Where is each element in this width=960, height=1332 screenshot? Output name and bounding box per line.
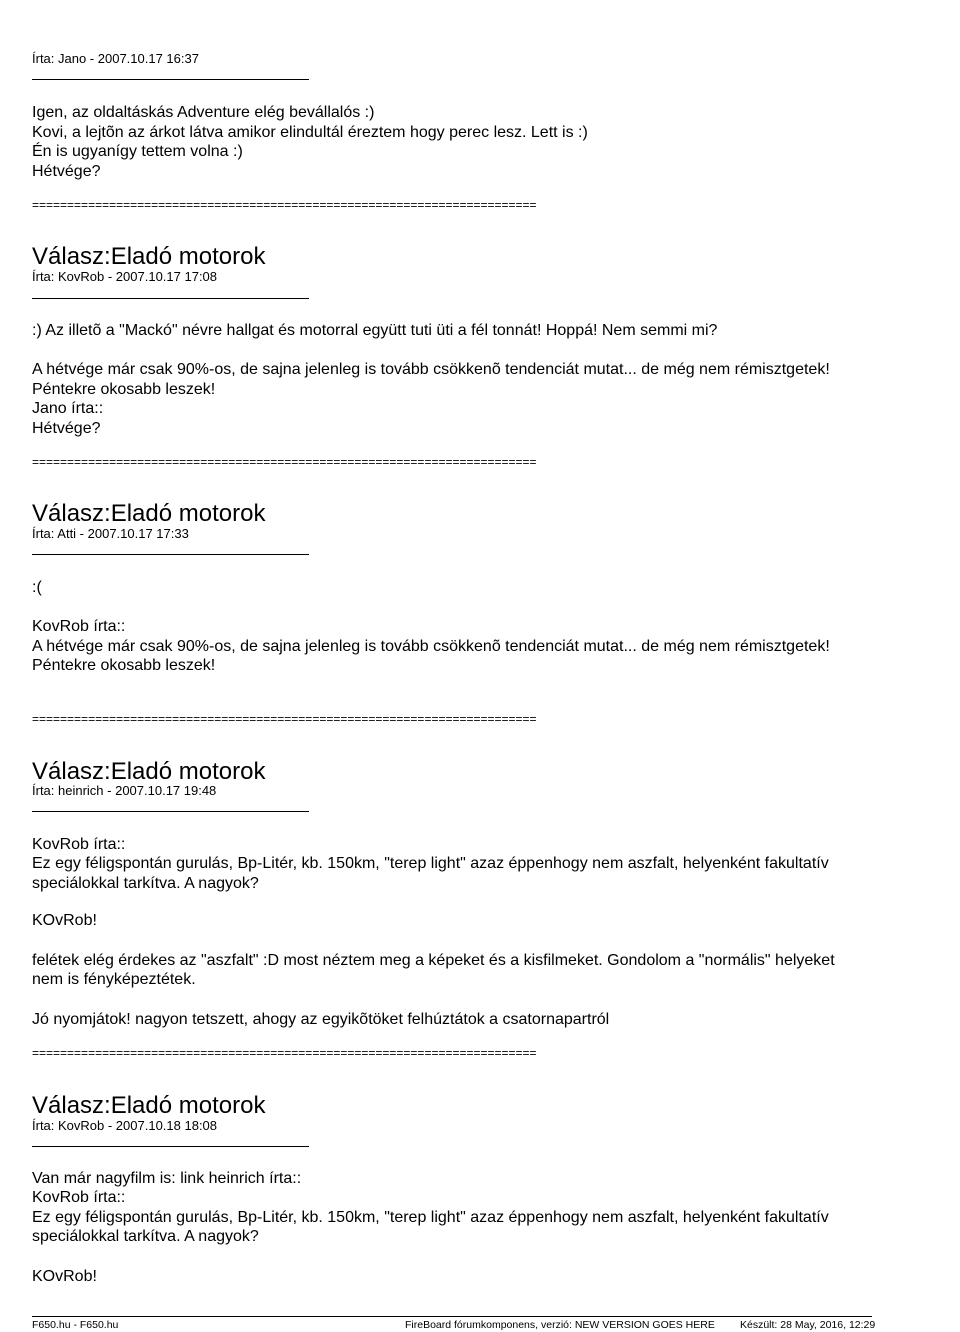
post-author-line: Írta: KovRob - 2007.10.18 18:08: [32, 1118, 218, 1133]
post-text-line: Jó nyomjátok! nagyon tetszett, ahogy az egyikõtöket felhúztátok a csatornapartról: [32, 1011, 610, 1028]
post-author-line: Írta: heinrich - 2007.10.17 19:48: [32, 783, 217, 798]
author-underline: [32, 811, 309, 812]
post-separator: ========================================================================: [32, 712, 537, 726]
post-text-line: Kovi, a lejtõn az árkot látva amikor elindultál éreztem hogy perec lesz. Lett is :): [32, 124, 588, 141]
post-text-line: :) Az illetõ a "Mackó" névre hallgat és motorral együtt tuti üti a fél tonnát! Hoppá! Nem semmi mi?: [32, 322, 718, 339]
author-underline: [32, 1146, 309, 1147]
post-text-line: Péntekre okosabb leszek!: [32, 657, 216, 674]
post-text-line: Én is ugyanígy tettem volna :): [32, 143, 243, 160]
author-underline: [32, 79, 309, 80]
post-text-line: KovRob írta::: [32, 836, 126, 853]
post-text-line: Hétvége?: [32, 420, 101, 437]
post-text-line: Ez egy féligspontán gurulás, Bp-Litér, kb. 150km, "terep light" azaz éppenhogy nem aszfalt, helyenként fakultatív: [32, 1209, 829, 1226]
post-text-line: A hétvége már csak 90%-os, de sajna jelenleg is tovább csökkenõ tendenciát mutat... de még nem rémisztgetek!: [32, 638, 830, 655]
footer-generated: Készült: 28 May, 2016, 12:29: [740, 1319, 876, 1331]
post-text-line: Ez egy féligspontán gurulás, Bp-Litér, kb. 150km, "terep light" azaz éppenhogy nem aszfalt, helyenként fakultatív: [32, 855, 829, 872]
post-text-line: KOvRob!: [32, 912, 97, 929]
post-text-line: speciálokkal tarkítva. A nagyok?: [32, 875, 259, 892]
footer-site: F650.hu - F650.hu: [32, 1319, 119, 1331]
post-text-line: :(: [32, 579, 42, 596]
post-text-line: Igen, az oldaltáskás Adventure elég bevállalós :): [32, 104, 375, 121]
post-text-line: Jano írta::: [32, 400, 104, 417]
post-title: Válasz:Eladó motorok: [32, 758, 266, 785]
post-separator: ========================================================================: [32, 1046, 537, 1060]
post-title: Válasz:Eladó motorok: [32, 1092, 266, 1119]
post-text-line: A hétvége már csak 90%-os, de sajna jelenleg is tovább csökkenõ tendenciát mutat... de még nem rémisztgetek!: [32, 361, 830, 378]
post-text-line: Hétvége?: [32, 163, 101, 180]
post-title: Válasz:Eladó motorok: [32, 243, 266, 270]
post-text-line: Péntekre okosabb leszek!: [32, 381, 216, 398]
post-text-line: KovRob írta::: [32, 618, 126, 635]
post-author-line: Írta: KovRob - 2007.10.17 17:08: [32, 269, 218, 284]
author-underline: [32, 554, 309, 555]
post-text-line: KovRob írta::: [32, 1189, 126, 1206]
post-text-line: Van már nagyfilm is: link heinrich írta::: [32, 1170, 302, 1187]
post-separator: ========================================================================: [32, 198, 537, 212]
post-author-line: Írta: Jano - 2007.10.17 16:37: [32, 51, 199, 66]
post-author-line: Írta: Atti - 2007.10.17 17:33: [32, 526, 189, 541]
post-text-line: speciálokkal tarkítva. A nagyok?: [32, 1228, 259, 1245]
footer-component: FireBoard fórumkomponens, verzió: NEW VERSION GOES HERE: [405, 1319, 715, 1331]
post-separator: ========================================================================: [32, 455, 537, 469]
post-text-line: felétek elég érdekes az "aszfalt" :D most néztem meg a képeket és a kisfilmeket. Gondolom a "normális" helyeket: [32, 952, 835, 969]
post-text-line: KOvRob!: [32, 1268, 97, 1285]
author-underline: [32, 298, 309, 299]
footer-divider: [32, 1316, 872, 1317]
post-text-line: nem is fényképeztétek.: [32, 971, 196, 988]
post-title: Válasz:Eladó motorok: [32, 500, 266, 527]
